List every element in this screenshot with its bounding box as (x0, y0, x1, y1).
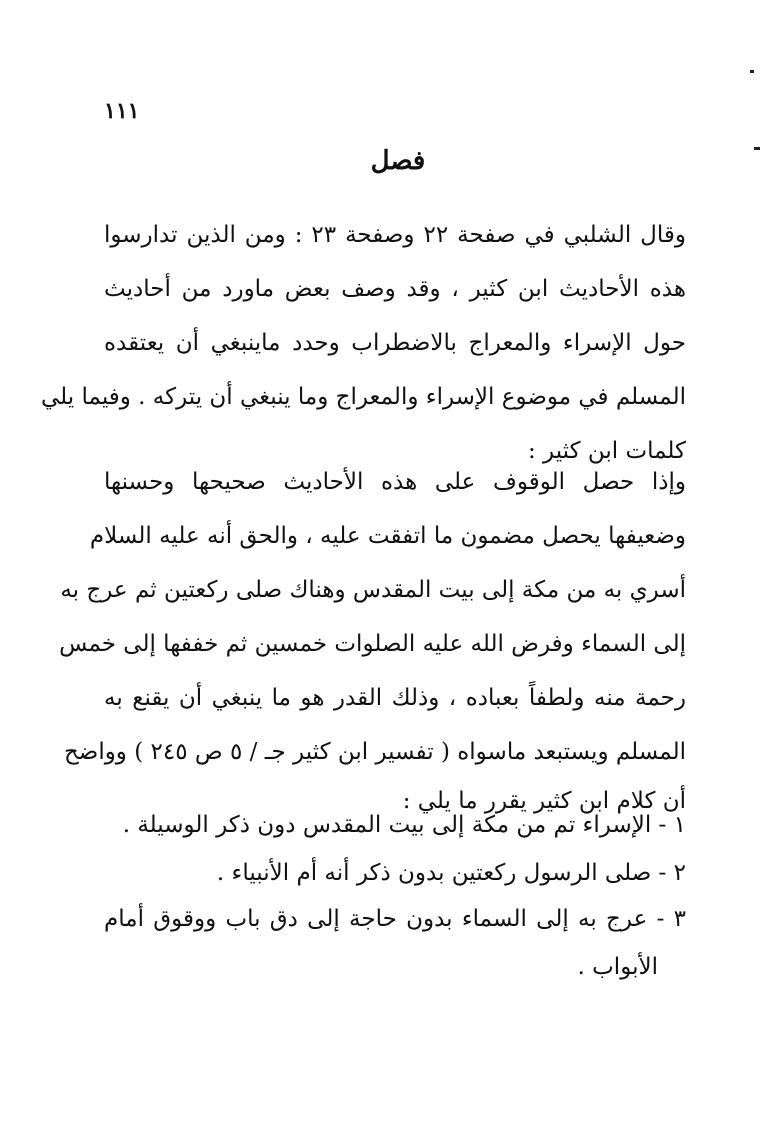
text-line: ٣ - عرج به إلى السماء بدون حاجة إلى دق باب ووقوق أمام (104, 906, 686, 932)
scan-mark (750, 70, 754, 73)
text-line: ٢ - صلى الرسول ركعتين بدون ذكر أنه أم الأنبياء . (216, 860, 686, 886)
page-number: ١١١ (104, 98, 140, 124)
text-line: هذه الأحاديث ابن كثير ، وقد وصف بعض ماورد من أحاديث (104, 276, 686, 302)
text-line: وضعيفها يحصل مضمون ما اتفقت عليه ، والحق أنه عليه السلام (89, 523, 686, 549)
paragraph-2 (59, 455, 686, 823)
text-line: أسري به من مكة إلى بيت المقدس وهناك صلى ركعتين ثم عرج به (60, 577, 686, 603)
text-line: حول الإسراء والمعراج بالاضطراب وحدد ماينبغي أن يعتقده (104, 330, 686, 356)
list-item (104, 851, 686, 895)
text-line: وقال الشلبي في صفحة ٢٢ وصفحة ٢٣ : ومن الذين تدارسوا (104, 222, 686, 248)
text-line: إلى السماء وفرض الله عليه الصلوات خمسين ثم خففها إلى خمس (59, 631, 686, 657)
text-line: كلمات ابن كثير : (527, 438, 686, 464)
numbered-list (104, 800, 686, 991)
list-item (104, 895, 686, 991)
list-item (104, 800, 686, 851)
paragraph-1 (41, 208, 686, 478)
text-line: المسلم ويستبعد ماسواه ( تفسير ابن كثير جـ / ٥ ص ٢٤٥ ) وواضح (63, 739, 686, 765)
text-line: رحمة منه ولطفاً بعباده ، وذلك القدر هو ما ينبغي أن يقنع به (104, 685, 686, 711)
text-line: الأبواب . (577, 954, 658, 980)
text-line: أن كلام ابن كثير يقرر ما يلي : (402, 788, 686, 814)
text-line: المسلم في موضوع الإسراء والمعراج وما ينبغي أن يتركه . وفيما يلي (41, 384, 686, 410)
text-line: وإذا حصل الوقوف على هذه الأحاديث صحيحها وحسنها (104, 469, 686, 495)
section-heading: فصل (370, 146, 426, 176)
text-line: ١ - الإسراء تم من مكة إلى بيت المقدس دون ذكر الوسيلة . (122, 812, 686, 838)
